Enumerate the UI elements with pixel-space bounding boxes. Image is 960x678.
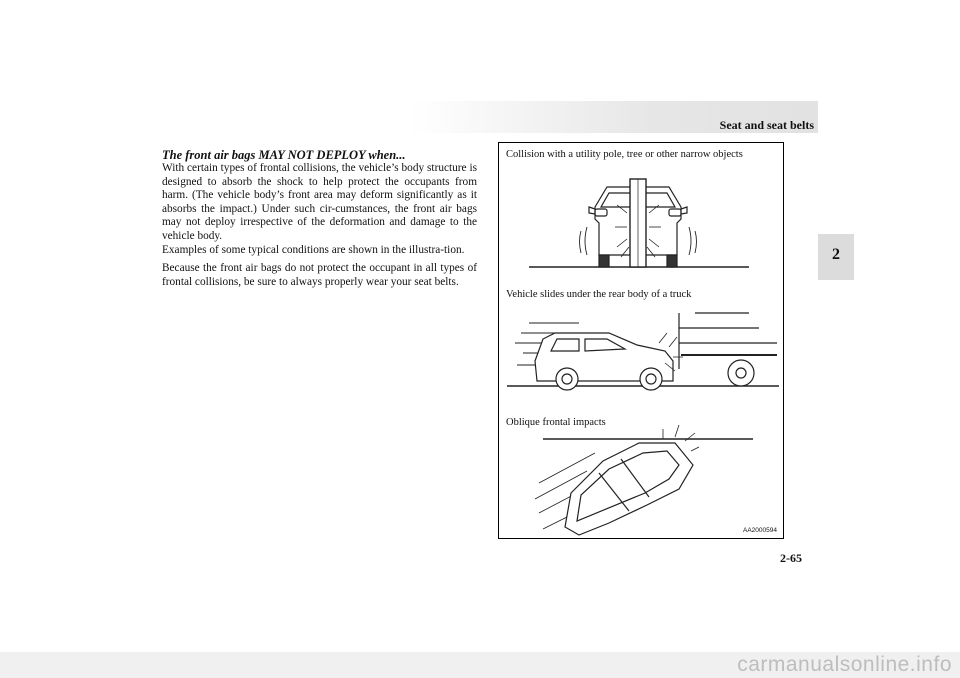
oblique-impact-drawing bbox=[535, 425, 753, 535]
collision-drawings bbox=[499, 143, 783, 538]
watermark-link[interactable]: carmanualsonline.info bbox=[737, 653, 952, 676]
truck-underride-drawing bbox=[507, 313, 779, 390]
illustration-code: AA2000594 bbox=[743, 527, 777, 534]
caption-narrow-object: Collision with a utility pole, tree or other narrow objects bbox=[506, 149, 743, 160]
text-column bbox=[162, 149, 477, 289]
paragraph-part: With certain types of frontal collisions, the vehicle’s body structure is designed to absorb the shock to help protect the occupants from harm. (The vehicle body’s front area may deform significantly as it absorbs the impact.) Under such cir-cumstances, the front air bags may not deploy irrespective of the deformation and damage to the vehicle body. bbox=[162, 162, 477, 242]
chapter-number: 2 bbox=[832, 246, 840, 263]
section-title: Seat and seat belts bbox=[719, 118, 814, 132]
paragraph bbox=[162, 162, 477, 257]
section-heading: The front air bags MAY NOT DEPLOY when... bbox=[162, 148, 406, 162]
pole-collision-drawing bbox=[529, 179, 749, 267]
paragraph: Because the front air bags do not protect the occupant in all types of frontal collisions, be sure to always properly wear your seat belts. bbox=[162, 262, 477, 288]
caption-underride: Vehicle slides under the rear body of a truck bbox=[506, 289, 692, 300]
page-number: 2-65 bbox=[780, 551, 802, 565]
illustration-frame bbox=[498, 142, 784, 539]
caption-oblique: Oblique frontal impacts bbox=[506, 417, 606, 428]
chapter-tab[interactable] bbox=[818, 234, 854, 280]
paragraph-part: Examples of some typical conditions are shown in the illustra-tion. bbox=[162, 243, 465, 256]
